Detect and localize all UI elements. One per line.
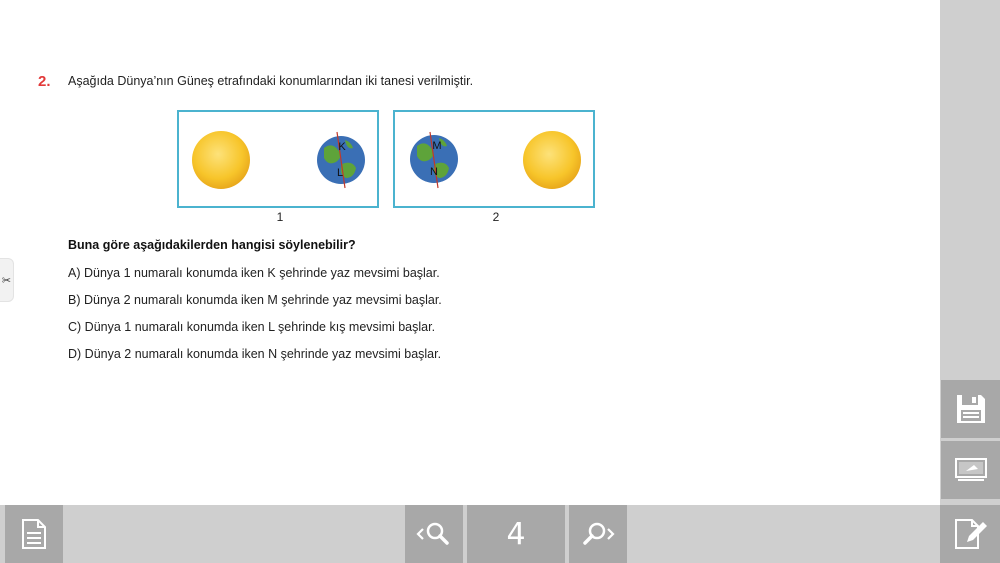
sun-icon [523,131,581,189]
pin-icon: ✂ [1,273,12,287]
figure-2-label: 2 [492,210,500,224]
point-m: M [432,140,442,152]
option-c[interactable]: C) Dünya 1 numaralı konumda iken L şehrinde kış mevsimi başlar. [68,320,436,334]
document-icon [21,518,47,550]
edit-button[interactable] [940,505,1000,563]
save-button[interactable] [941,380,1000,438]
option-a[interactable]: A) Dünya 1 numaralı konumda iken K şehrinde yaz mevsimi başlar. [68,266,440,280]
point-n: N [430,166,438,178]
question-block [38,28,710,372]
zoom-out-button[interactable] [405,505,463,563]
figure-2 [393,110,595,208]
page-number[interactable]: 4 [467,505,565,563]
option-d[interactable]: D) Dünya 2 numaralı konumda iken N şehrinde yaz mevsimi başlar. [68,347,442,361]
question-prompt: Buna göre aşağıdakilerden hangisi söylenebilir? [68,238,356,252]
edit-icon [953,516,987,552]
point-k: K [338,141,346,153]
figure-1-label: 1 [276,210,284,224]
screen-icon [954,455,988,485]
zoom-out-icon [415,519,453,549]
point-l: L [336,167,344,179]
option-b[interactable]: B) Dünya 2 numaralı konumda iken M şehrinde yaz mevsimi başlar. [68,293,442,307]
figure-2-drawing [395,112,593,206]
save-icon [954,392,988,426]
question-text: Aşağıda Dünya’nın Güneş etrafındaki konumlarından iki tanesi verilmiştir. [68,74,474,88]
pin-tab[interactable] [0,258,14,302]
figure-1 [177,110,379,208]
zoom-in-button[interactable] [569,505,627,563]
screen-button[interactable] [941,441,1000,499]
sun-icon [192,131,250,189]
figure-1-drawing [179,112,377,206]
question-number: 2. [38,73,51,90]
zoom-in-icon [579,519,617,549]
document-button[interactable] [5,505,63,563]
